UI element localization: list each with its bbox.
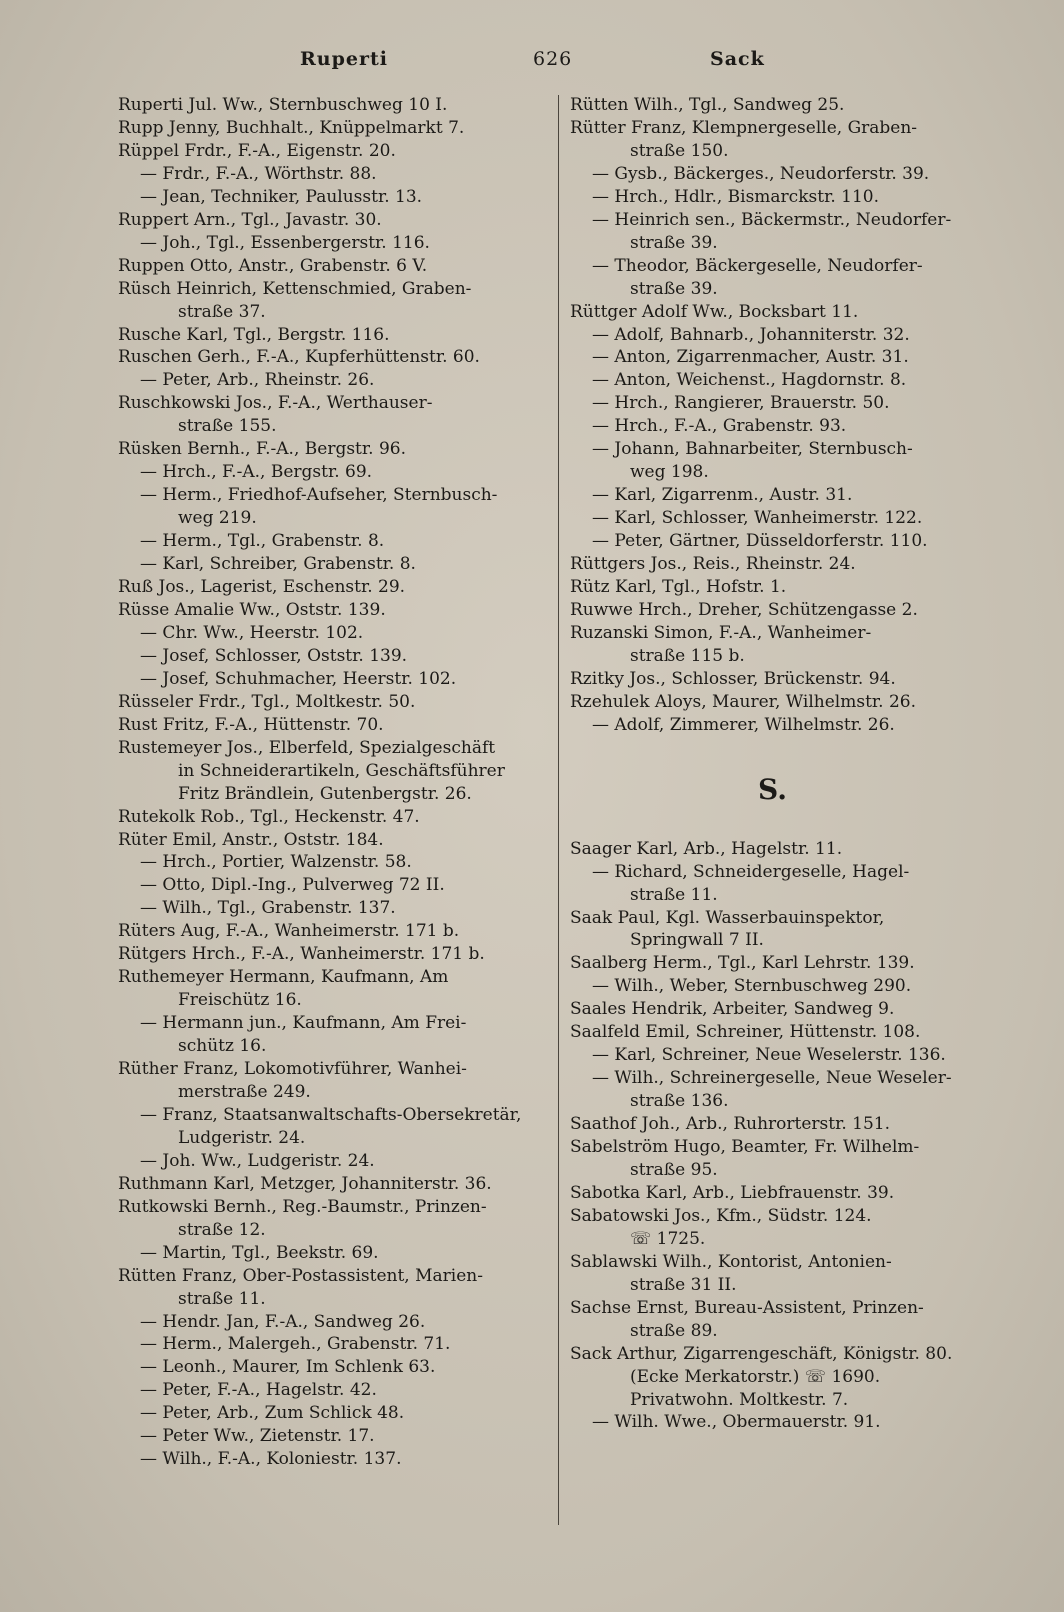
entry-line: Rzehulek Aloys, Maurer, Wilhelmstr. 26. <box>570 691 917 712</box>
directory-entry <box>118 140 548 163</box>
page-header <box>0 48 1064 82</box>
directory-entry <box>570 838 1015 861</box>
entry-line: Saager Karl, Arb., Hagelstr. 11. <box>570 838 843 859</box>
entry-line: — Frdr., F.-A., Wörthstr. 88. <box>140 163 377 184</box>
directory-entry <box>570 1113 1015 1136</box>
entry-continuation: straße 12. <box>178 1219 266 1240</box>
right-column <box>570 94 1015 1434</box>
entry-continuation: merstraße 249. <box>178 1081 311 1102</box>
directory-entry <box>118 369 548 392</box>
directory-entry <box>118 829 548 852</box>
directory-entry <box>118 209 548 232</box>
directory-entry <box>570 1021 1015 1044</box>
entry-continuation: straße 89. <box>630 1320 718 1341</box>
directory-entry <box>570 553 1015 576</box>
entry-continuation: straße 150. <box>630 140 729 161</box>
entry-line: Saalfeld Emil, Schreiner, Hüttenstr. 108. <box>570 1022 921 1043</box>
directory-entry <box>118 714 548 737</box>
directory-entry <box>118 484 548 530</box>
directory-entry <box>118 806 548 829</box>
entry-line: Rutekolk Rob., Tgl., Heckenstr. 47. <box>118 806 420 827</box>
entry-continuation: straße 136. <box>630 1091 729 1112</box>
directory-entry <box>118 1448 548 1471</box>
directory-entry <box>118 324 548 347</box>
entry-continuation: (Ecke Merkatorstr.) ☏ 1690. <box>630 1366 881 1387</box>
directory-entry <box>118 622 548 645</box>
directory-entry <box>118 278 548 324</box>
entry-continuation: weg 198. <box>630 462 709 483</box>
entry-line: Rüttgers Jos., Reis., Rheinstr. 24. <box>570 554 856 575</box>
directory-entry <box>570 530 1015 553</box>
entry-line: — Leonh., Maurer, Im Schlenk 63. <box>140 1357 436 1378</box>
entry-line: Rupp Jenny, Buchhalt., Knüppelmarkt 7. <box>118 117 465 138</box>
entry-line: — Peter, Gärtner, Düsseldorferstr. 110. <box>592 531 928 552</box>
entry-line: — Peter Ww., Zietenstr. 17. <box>140 1426 375 1447</box>
directory-entry <box>118 553 548 576</box>
entry-line: Ruschen Gerh., F.-A., Kupferhüttenstr. 60. <box>118 347 480 368</box>
directory-entry <box>570 186 1015 209</box>
entry-continuation: ☏ 1725. <box>630 1228 706 1249</box>
entry-line: — Karl, Zigarrenm., Austr. 31. <box>592 485 853 506</box>
entry-line: — Karl, Schreiner, Neue Weselerstr. 136. <box>592 1045 946 1066</box>
entry-continuation: Fritz Brändlein, Gutenbergstr. 26. <box>178 783 472 804</box>
entry-line: — Hendr. Jan, F.-A., Sandweg 26. <box>140 1311 426 1332</box>
entry-line: Rusche Karl, Tgl., Bergstr. 116. <box>118 324 390 345</box>
entry-line: Rüther Franz, Lokomotivführer, Wanhei- <box>118 1059 467 1080</box>
directory-entry <box>118 1265 548 1311</box>
directory-entry <box>570 1067 1015 1113</box>
directory-entry <box>570 1136 1015 1182</box>
directory-entry <box>118 1196 548 1242</box>
entry-line: — Wilh. Wwe., Obermauerstr. 91. <box>592 1412 881 1433</box>
directory-entry <box>570 369 1015 392</box>
entry-line: Rüter Emil, Anstr., Oststr. 184. <box>118 829 384 850</box>
directory-entry <box>570 484 1015 507</box>
entry-line: — Anton, Weichenst., Hagdornstr. 8. <box>592 370 907 391</box>
entry-line: Ruthmann Karl, Metzger, Johanniterstr. 36. <box>118 1173 492 1194</box>
directory-entry <box>118 461 548 484</box>
entry-line: Rutkowski Bernh., Reg.-Baumstr., Prinzen- <box>118 1196 487 1217</box>
entry-continuation: Springwall 7 II. <box>630 930 764 951</box>
entry-line: — Herm., Friedhof-Aufseher, Sternbusch- <box>140 485 498 506</box>
entry-line: Rüsseler Frdr., Tgl., Moltkestr. 50. <box>118 691 416 712</box>
directory-entry <box>118 1242 548 1265</box>
header-right-keyword: Sack <box>710 48 765 70</box>
entry-continuation: Privatwohn. Moltkestr. 7. <box>630 1389 849 1410</box>
entry-line: — Wilh., Schreinergeselle, Neue Weseler- <box>592 1068 952 1089</box>
left-column <box>118 94 548 1471</box>
entry-line: Ruzanski Simon, F.-A., Wanheimer- <box>570 622 872 643</box>
entry-line: Saak Paul, Kgl. Wasserbauinspektor, <box>570 907 885 928</box>
entry-line: Ruppert Arn., Tgl., Javastr. 30. <box>118 209 382 230</box>
directory-entry <box>118 645 548 668</box>
directory-entry <box>570 668 1015 691</box>
right-column-s-entries <box>570 838 1015 1435</box>
entry-continuation: in Schneiderartikeln, Geschäftsführer <box>178 760 505 781</box>
directory-entry <box>118 920 548 943</box>
directory-entry <box>570 163 1015 186</box>
directory-entry <box>118 94 548 117</box>
entry-line: — Gysb., Bäckerges., Neudorferstr. 39. <box>592 163 930 184</box>
directory-entry <box>570 117 1015 163</box>
entry-line: — Richard, Schneidergeselle, Hagel- <box>592 861 910 882</box>
entry-line: Rustemeyer Jos., Elberfeld, Spezialgeschäft <box>118 737 496 758</box>
entry-continuation: straße 31 II. <box>630 1274 737 1295</box>
entry-line: — Hrch., Hdlr., Bismarckstr. 110. <box>592 186 879 207</box>
entry-continuation: straße 37. <box>178 301 266 322</box>
entry-continuation: straße 11. <box>630 884 718 905</box>
directory-entry <box>570 209 1015 255</box>
entry-line: Rütz Karl, Tgl., Hofstr. 1. <box>570 577 787 598</box>
directory-entry <box>570 255 1015 301</box>
directory-entry <box>570 998 1015 1021</box>
directory-entry <box>118 255 548 278</box>
entry-line: Rüsse Amalie Ww., Oststr. 139. <box>118 599 386 620</box>
directory-entry <box>570 392 1015 415</box>
entry-line: Saales Hendrik, Arbeiter, Sandweg 9. <box>570 999 895 1020</box>
directory-entry <box>118 1104 548 1150</box>
directory-entry <box>570 1297 1015 1343</box>
directory-entry <box>118 530 548 553</box>
directory-entry <box>118 1402 548 1425</box>
entry-line: Ruthemeyer Hermann, Kaufmann, Am <box>118 967 449 988</box>
directory-entry <box>570 1205 1015 1251</box>
entry-line: Rust Fritz, F.-A., Hüttenstr. 70. <box>118 714 384 735</box>
right-column-r-entries <box>570 94 1015 737</box>
directory-entry <box>118 346 548 369</box>
entry-line: — Peter, Arb., Zum Schlick 48. <box>140 1403 405 1424</box>
directory-entry <box>118 943 548 966</box>
entry-line: — Adolf, Zimmerer, Wilhelmstr. 26. <box>592 714 895 735</box>
entry-line: Rüppel Frdr., F.-A., Eigenstr. 20. <box>118 140 396 161</box>
directory-entry <box>570 1411 1015 1434</box>
entry-continuation: Freischütz 16. <box>178 990 302 1011</box>
directory-entry <box>118 576 548 599</box>
directory-entry <box>570 1343 1015 1412</box>
directory-entry <box>570 691 1015 714</box>
header-left-keyword: Ruperti <box>300 48 388 70</box>
entry-line: — Hrch., F.-A., Bergstr. 69. <box>140 462 373 483</box>
directory-entry <box>570 952 1015 975</box>
directory-entry <box>118 851 548 874</box>
directory-entry <box>118 117 548 140</box>
entry-line: — Hrch., Portier, Walzenstr. 58. <box>140 852 412 873</box>
entry-line: Sack Arthur, Zigarrengeschäft, Königstr. 80. <box>570 1343 953 1364</box>
directory-entry <box>570 1251 1015 1297</box>
directory-entry <box>118 966 548 1012</box>
entry-line: Ruppen Otto, Anstr., Grabenstr. 6 V. <box>118 255 428 276</box>
entry-line: — Josef, Schuhmacher, Heerstr. 102. <box>140 668 457 689</box>
entry-line: — Peter, Arb., Rheinstr. 26. <box>140 370 375 391</box>
directory-entry <box>118 737 548 806</box>
directory-entry <box>118 874 548 897</box>
entry-line: — Otto, Dipl.-Ing., Pulverweg 72 II. <box>140 875 445 896</box>
entry-line: — Adolf, Bahnarb., Johanniterstr. 32. <box>592 324 910 345</box>
entry-continuation: straße 115 b. <box>630 645 745 666</box>
entry-line: — Wilh., F.-A., Koloniestr. 137. <box>140 1449 402 1470</box>
entry-line: Rzitky Jos., Schlosser, Brückenstr. 94. <box>570 668 896 689</box>
section-letter-s: S. <box>758 772 787 806</box>
directory-entry <box>118 1333 548 1356</box>
directory-entry <box>118 232 548 255</box>
entry-line: — Karl, Schreiber, Grabenstr. 8. <box>140 554 416 575</box>
entry-line: Saathof Joh., Arb., Ruhrorterstr. 151. <box>570 1114 891 1135</box>
entry-line: Rüsken Bernh., F.-A., Bergstr. 96. <box>118 439 406 460</box>
directory-entry <box>118 1356 548 1379</box>
directory-entry <box>118 1150 548 1173</box>
directory-entry <box>570 576 1015 599</box>
directory-entry <box>118 163 548 186</box>
entry-line: — Herm., Malergeh., Grabenstr. 71. <box>140 1334 451 1355</box>
directory-entry <box>570 622 1015 668</box>
entry-line: — Joh., Tgl., Essenbergerstr. 116. <box>140 232 430 253</box>
directory-entry <box>570 507 1015 530</box>
entry-line: Sabotka Karl, Arb., Liebfrauenstr. 39. <box>570 1182 895 1203</box>
entry-line: Sablawski Wilh., Kontorist, Antonien- <box>570 1251 892 1272</box>
entry-line: — Johann, Bahnarbeiter, Sternbusch- <box>592 439 913 460</box>
entry-line: — Hrch., Rangierer, Brauerstr. 50. <box>592 393 890 414</box>
entry-line: — Hrch., F.-A., Grabenstr. 93. <box>592 416 847 437</box>
entry-line: — Heinrich sen., Bäckermstr., Neudorfer- <box>592 209 952 230</box>
directory-entry <box>118 1425 548 1448</box>
entry-line: Sachse Ernst, Bureau-Assistent, Prinzen- <box>570 1297 924 1318</box>
directory-entry <box>570 714 1015 737</box>
entry-line: — Theodor, Bäckergeselle, Neudorfer- <box>592 255 923 276</box>
entry-continuation: straße 95. <box>630 1159 718 1180</box>
entry-line: — Martin, Tgl., Beekstr. 69. <box>140 1242 379 1263</box>
directory-entry <box>570 415 1015 438</box>
entry-continuation: schütz 16. <box>178 1036 267 1057</box>
entry-line: — Wilh., Tgl., Grabenstr. 137. <box>140 898 396 919</box>
directory-entry <box>118 1311 548 1334</box>
directory-entry <box>570 1044 1015 1067</box>
directory-entry <box>570 324 1015 347</box>
entry-line: — Franz, Staatsanwaltschafts-Obersekretär, <box>140 1104 522 1125</box>
entry-line: — Jean, Techniker, Paulusstr. 13. <box>140 186 423 207</box>
entry-continuation: Ludgeristr. 24. <box>178 1127 306 1148</box>
directory-entry <box>118 1379 548 1402</box>
entry-line: — Josef, Schlosser, Oststr. 139. <box>140 645 408 666</box>
entry-line: — Anton, Zigarrenmacher, Austr. 31. <box>592 347 909 368</box>
entry-line: Ruperti Jul. Ww., Sternbuschweg 10 I. <box>118 95 448 115</box>
directory-entry <box>570 438 1015 484</box>
entry-line: — Chr. Ww., Heerstr. 102. <box>140 622 364 643</box>
directory-entry <box>570 94 1015 117</box>
entry-continuation: straße 155. <box>178 416 277 437</box>
entry-line: — Herm., Tgl., Grabenstr. 8. <box>140 531 385 552</box>
entry-line: Rütgers Hrch., F.-A., Wanheimerstr. 171 b. <box>118 944 485 965</box>
entry-continuation: straße 39. <box>630 232 718 253</box>
entry-line: Ruß Jos., Lagerist, Eschenstr. 29. <box>118 577 406 598</box>
entry-continuation: weg 219. <box>178 508 257 529</box>
directory-entry <box>118 392 548 438</box>
entry-line: Sabelström Hugo, Beamter, Fr. Wilhelm- <box>570 1137 920 1158</box>
directory-entry <box>118 1058 548 1104</box>
column-divider <box>558 95 559 1525</box>
entry-line: — Wilh., Weber, Sternbuschweg 290. <box>592 976 912 997</box>
entry-line: Ruschkowski Jos., F.-A., Werthauser- <box>118 393 433 414</box>
entry-line: — Karl, Schlosser, Wanheimerstr. 122. <box>592 508 923 529</box>
directory-entry <box>570 599 1015 622</box>
entry-line: — Peter, F.-A., Hagelstr. 42. <box>140 1380 377 1401</box>
entry-line: Rütten Franz, Ober-Postassistent, Marien- <box>118 1265 483 1286</box>
entry-line: Rüsch Heinrich, Kettenschmied, Graben- <box>118 278 472 299</box>
directory-entry <box>118 1012 548 1058</box>
entry-line: — Hermann jun., Kaufmann, Am Frei- <box>140 1013 467 1034</box>
entry-line: Rütten Wilh., Tgl., Sandweg 25. <box>570 95 845 115</box>
entry-line: Sabatowski Jos., Kfm., Südstr. 124. <box>570 1205 872 1226</box>
entry-line: Saalberg Herm., Tgl., Karl Lehrstr. 139. <box>570 953 915 974</box>
directory-entry <box>118 599 548 622</box>
directory-entry <box>570 301 1015 324</box>
directory-entry <box>570 907 1015 953</box>
directory-entry <box>118 1173 548 1196</box>
entry-line: Ruwwe Hrch., Dreher, Schützengasse 2. <box>570 599 918 620</box>
entry-line: Rüters Aug, F.-A., Wanheimerstr. 171 b. <box>118 921 460 942</box>
directory-entry <box>118 668 548 691</box>
directory-entry <box>118 897 548 920</box>
page-number: 626 <box>533 48 573 70</box>
directory-entry <box>570 975 1015 998</box>
entry-line: Rüttger Adolf Ww., Bocksbart 11. <box>570 301 859 322</box>
directory-entry <box>118 186 548 209</box>
entry-line: — Joh. Ww., Ludgeristr. 24. <box>140 1150 375 1171</box>
directory-entry <box>570 1182 1015 1205</box>
directory-entry <box>118 438 548 461</box>
directory-entry <box>570 346 1015 369</box>
entry-continuation: straße 39. <box>630 278 718 299</box>
directory-entry <box>118 691 548 714</box>
directory-entry <box>570 861 1015 907</box>
entry-line: Rütter Franz, Klempnergeselle, Graben- <box>570 117 918 138</box>
entry-continuation: straße 11. <box>178 1288 266 1309</box>
